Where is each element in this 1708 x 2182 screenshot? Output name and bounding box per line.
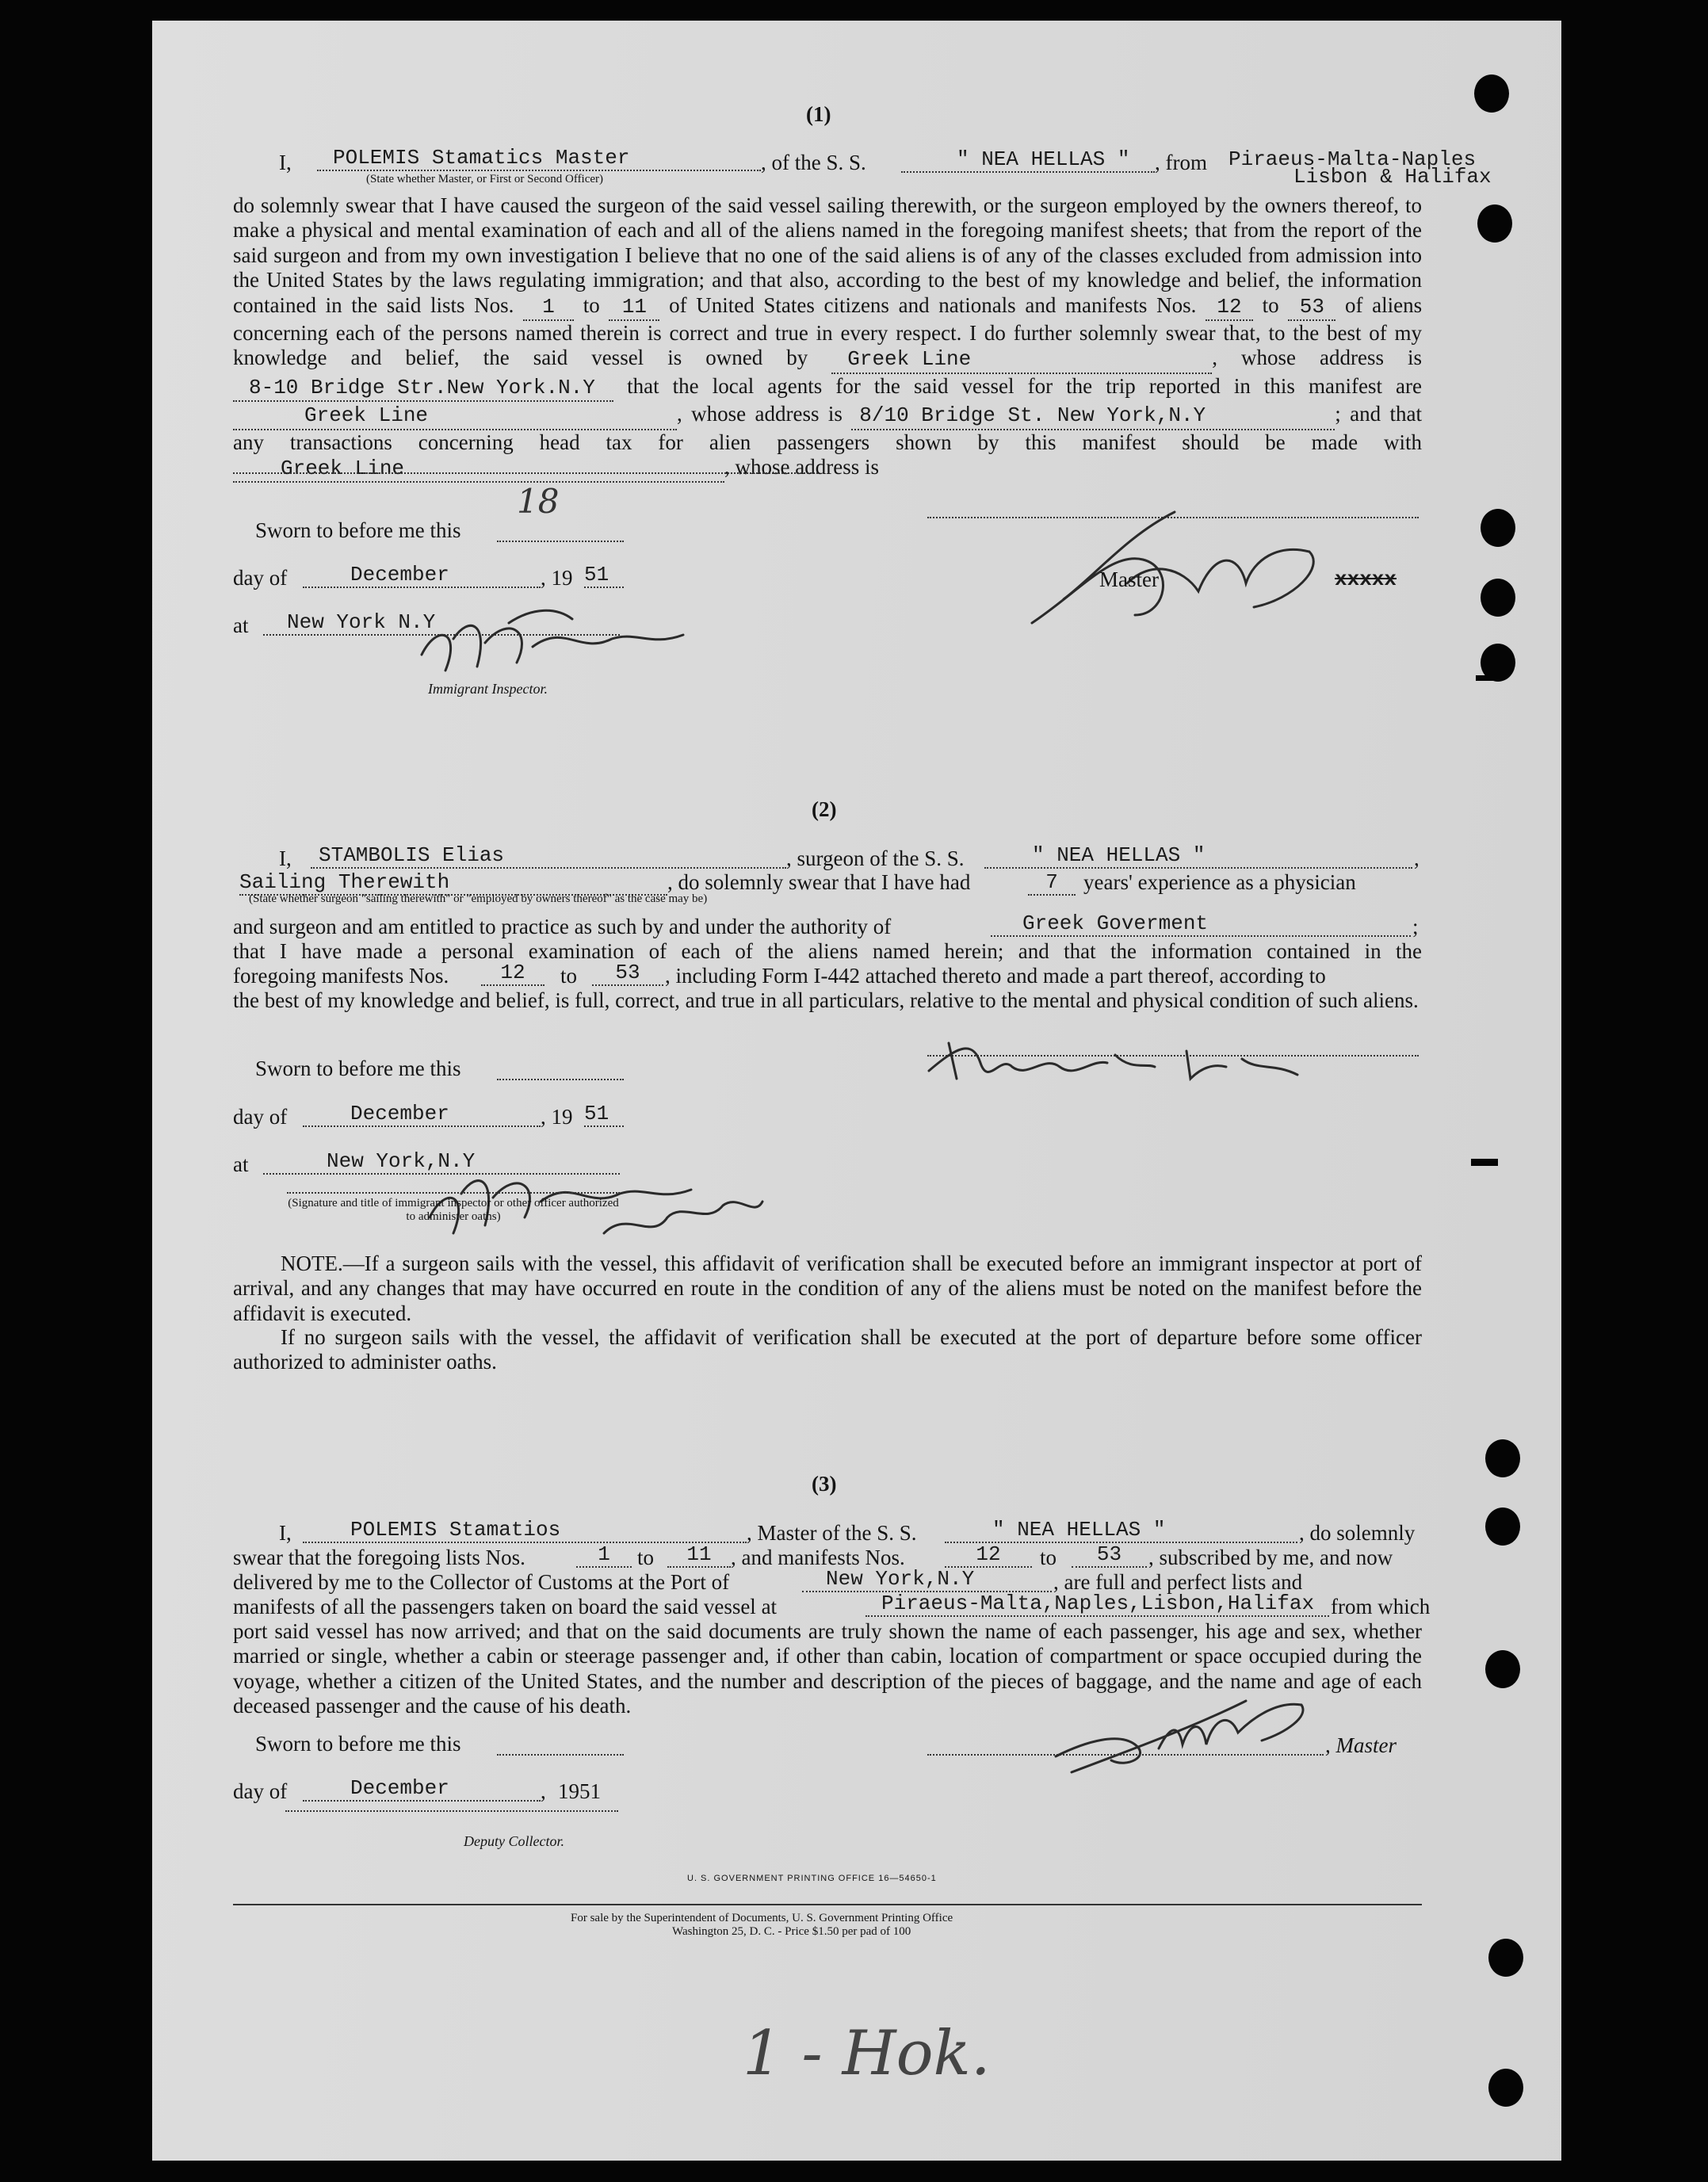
s1-year-prefix: , 19 xyxy=(541,566,573,590)
punch-hole-8 xyxy=(1485,1650,1520,1688)
s1-state-note: (State whether Master, or First or Second Officer) xyxy=(366,173,604,185)
s2-authority: Greek Goverment xyxy=(991,911,1411,937)
s2-sailing-status: Sailing Therewith xyxy=(239,870,667,896)
s1-paragraph: do solemnly swear that I have caused the surgeon of the said vessel sailing therewith, or the surgeon employed by the owners thereof, to make a physical and mental examination of each and all of the aliens named in the foregoing manifest sheets; that from the report of the said surgeon and from my own investigation I believe that no one of the said aliens is of any of the classes excluded from admission into the United States by the laws regulating immigration; and that also, according to the best of my knowledge and belief, the information contained in the said lists Nos. 1 to 11 of United States citizens and nationals and manifests Nos. 12 to 53 of aliens concerning each of the persons named therein is correct and true in every respect. I do further solemnly swear that, to the best of my knowledge and belief, the said vessel is owned by Greek Line , whose address is 8-10 Bridge Str.New York.N.Y that the local agents for the said vessel for the trip reported in this manifest are Greek Line , whose address is 8/10 Bridge St. New York,N.Y ; and that any transactions concerning head tax for alien passengers shown by this manifest should be made with Greek Line , whose address is xyxy=(233,193,1422,483)
s1-manifest-from: 12 xyxy=(1206,295,1253,321)
s3-manifest-to: 53 xyxy=(1072,1542,1147,1568)
s1-lists-to: 11 xyxy=(609,295,659,321)
punch-hole-1 xyxy=(1474,75,1509,113)
footer-rule xyxy=(233,1904,1422,1905)
s2-note-2: If no surgeon sails with the vessel, the affidavit of verification shall be executed at the port of departure before some officer authorized to administer oaths. xyxy=(233,1325,1422,1374)
s1-manifest-to: 53 xyxy=(1288,295,1335,321)
s3-lists-to: 11 xyxy=(667,1542,731,1568)
s2-swear-label: , do solemnly swear that I have had xyxy=(667,870,971,894)
s3-text-d: port said vessel has now arrived; and that on the said documents are truly shown the name of each passenger, his age and sex, whether married or single, whether a cabin or steerage passenger and, if other than cabin, location of compartment or space occupied during the voyage, whether a citizen of the United States, and the number and description of the pieces of baggage, and the name and age of each deceased passenger and the cause of his death. xyxy=(233,1619,1422,1718)
s2-text-c1: foregoing manifests Nos. xyxy=(233,964,449,988)
s2-text-a: and surgeon and am entitled to practice as such by and under the authority of xyxy=(233,915,892,938)
s3-i-label: I, xyxy=(279,1521,292,1545)
s3-text-a1: swear that the foregoing lists Nos. xyxy=(233,1546,525,1569)
s1-i-label: I, xyxy=(279,151,292,174)
s1-sworn-line xyxy=(497,518,624,542)
s1-day-of-label: day of xyxy=(233,566,288,590)
s3-vessel-name: " NEA HELLAS " xyxy=(945,1518,1297,1543)
s2-text-d: the best of my knowledge and belief, is full, correct, and true in all particulars, relative to the mental and physical condition of such aliens. xyxy=(233,988,1419,1012)
s2-note-1: NOTE.—If a surgeon sails with the vessel, this affidavit of verification shall be executed before an immigrant inspector at port of arrival, and any changes that may have occurred en route in the condition of any of the aliens must be noted on the manifest before the affidavit is executed. xyxy=(233,1251,1422,1325)
s3-master-of-label: , Master of the S. S. xyxy=(747,1521,917,1545)
s1-year: 51 xyxy=(584,563,624,588)
s3-port: New York,N.Y xyxy=(802,1567,1052,1592)
section-2-heading: (2) xyxy=(812,797,837,821)
punch-hole-9 xyxy=(1488,1939,1523,1977)
s1-ports-line2: Lisbon & Halifax xyxy=(1293,165,1492,189)
handwritten-note: 1 - Hok. xyxy=(743,2018,991,2089)
s1-text-d: that the local agents for the said vessel for the trip reported in this manifest are xyxy=(627,373,1423,398)
s1-owner-address: 8-10 Bridge Str.New York.N.Y xyxy=(233,376,613,402)
edge-mark-1 xyxy=(1476,675,1500,681)
s1-sworn-label: Sworn to before me this xyxy=(255,518,461,542)
s1-from-label: , from xyxy=(1155,151,1207,174)
s1-text-b: of United States citizens and nationals and manifests Nos. xyxy=(669,292,1197,317)
punch-hole-10 xyxy=(1488,2069,1523,2107)
s2-to-label: to xyxy=(560,964,578,988)
s1-struck-title: xxxxx xyxy=(1335,567,1397,591)
s3-to-2: to xyxy=(1040,1546,1057,1569)
s2-text-b: that I have made a personal examination of each of the aliens named herein; and that the information contained in the xyxy=(233,939,1422,963)
s1-text-a: do solemnly swear that I have caused the surgeon of the said vessel sailing therewith, or the surgeon employed by the owners thereof, to make a physical and mental examination of each and all of the aliens named in the foregoing manifest sheets; that from the report of the said surgeon and from my own investigation I believe that no one of the said aliens is of any of the classes excluded from admission into the United States by the laws regulating immigration; and that also, according to the best of my knowledge and belief, the information contained in the said lists Nos. xyxy=(233,193,1422,317)
s1-agents-address: 8/10 Bridge St. New York,N.Y xyxy=(851,403,1335,430)
s3-text-a3: , subscribed by me, and now xyxy=(1148,1546,1393,1569)
s3-text-a2: , and manifests Nos. xyxy=(731,1546,905,1569)
s2-sworn-label: Sworn to before me this xyxy=(255,1057,461,1080)
s2-experience-label: years' experience as a physician xyxy=(1083,870,1356,894)
s1-month: December xyxy=(303,563,541,588)
s1-master-name: POLEMIS Stamatics Master xyxy=(317,146,761,171)
s2-text-c2: , including Form I-442 attached thereto and made a part thereof, according to xyxy=(665,964,1326,988)
punch-hole-6 xyxy=(1485,1439,1520,1477)
s3-master-signature xyxy=(1040,1669,1325,1780)
s3-lists-from: 1 xyxy=(576,1542,632,1568)
s3-sworn-line xyxy=(497,1732,624,1756)
s2-surgeon-name: STAMBOLIS Elias xyxy=(311,843,786,869)
s2-sworn-line xyxy=(497,1057,624,1080)
s3-collector-line xyxy=(285,1810,618,1812)
s1-master-signature xyxy=(1016,504,1333,647)
s3-solemnly-label: , do solemnly xyxy=(1299,1521,1416,1545)
s1-whose-address-1: , whose address is xyxy=(1212,346,1422,370)
punch-hole-2 xyxy=(1477,204,1512,243)
s2-officer-line xyxy=(287,1192,620,1194)
s1-lists-from: 1 xyxy=(523,295,574,321)
manifest-page xyxy=(152,21,1561,2161)
s1-headtax-party: Greek Line xyxy=(233,457,724,483)
s2-place: New York,N.Y xyxy=(263,1149,620,1175)
s2-vessel-name: " NEA HELLAS " xyxy=(984,843,1412,869)
s1-inspector-label: Immigrant Inspector. xyxy=(428,681,548,697)
s3-sworn-label: Sworn to before me this xyxy=(255,1732,461,1756)
punch-hole-7 xyxy=(1485,1508,1520,1546)
s2-sailing-note: (State whether surgeon "sailing therewith" or "employed by owners thereof" as the case may be) xyxy=(249,892,708,905)
s1-address-line xyxy=(233,472,818,474)
s3-master-name: POLEMIS Stamatios xyxy=(303,1518,747,1543)
s3-year: 1951 xyxy=(558,1779,601,1803)
s1-to-2: to xyxy=(1262,292,1279,317)
s3-collector-label: Deputy Collector. xyxy=(464,1833,564,1849)
s1-to-1: to xyxy=(583,292,600,317)
punch-hole-3 xyxy=(1481,509,1515,547)
s1-of-ss-label: , of the S. S. xyxy=(761,151,866,174)
s1-inspector-signature xyxy=(414,599,699,686)
s1-whose-address-2: whose address is xyxy=(691,402,843,426)
s3-text-c2: from which xyxy=(1331,1595,1431,1618)
s2-year: 51 xyxy=(584,1102,624,1127)
s3-day-of-label: day of xyxy=(233,1779,288,1803)
s3-comma: , xyxy=(541,1779,546,1803)
s2-manifest-from: 12 xyxy=(481,961,544,986)
s1-master-label: Master xyxy=(1099,567,1159,591)
s2-manifest-to: 53 xyxy=(592,961,663,986)
sale-notice-line-2: Washington 25, D. C. - Price $1.50 per pad of 100 xyxy=(672,1925,911,1938)
s3-text-b1: delivered by me to the Collector of Customs at the Port of xyxy=(233,1570,730,1594)
s3-master-label: , Master xyxy=(1325,1733,1397,1757)
s2-at-label: at xyxy=(233,1152,249,1176)
printing-office-line: U. S. GOVERNMENT PRINTING OFFICE 16—54650-1 xyxy=(687,1874,937,1883)
s3-text-b2: , are full and perfect lists and xyxy=(1053,1570,1303,1594)
s3-to-1: to xyxy=(637,1546,655,1569)
s2-year-prefix: , 19 xyxy=(541,1105,573,1129)
s2-comma: , xyxy=(1414,846,1420,870)
s1-owner: Greek Line xyxy=(831,347,1212,373)
s2-day-of-label: day of xyxy=(233,1105,288,1129)
punch-hole-4 xyxy=(1481,579,1515,617)
section-3-heading: (3) xyxy=(812,1472,837,1496)
s2-semicolon: ; xyxy=(1412,915,1419,938)
section-1-heading: (1) xyxy=(806,102,831,126)
s1-text-e: ; and that any transactions concerning head tax for alien passengers shown by this manifest should be made with xyxy=(233,402,1422,454)
sale-notice-line-1: For sale by the Superintendent of Documents, U. S. Government Printing Office xyxy=(571,1912,953,1924)
s2-surgeon-signature xyxy=(925,1031,1321,1095)
s3-text-c1: manifests of all the passengers taken on board the said vessel at xyxy=(233,1595,778,1618)
s1-vessel-name: " NEA HELLAS " xyxy=(901,147,1155,173)
s3-manifest-from: 12 xyxy=(945,1542,1032,1568)
s2-month: December xyxy=(303,1102,541,1127)
s2-i-label: I, xyxy=(279,846,292,870)
s1-text-c: of aliens concerning each of the persons named therein is correct and true in every respect. I do further solemnly swear that, to the best of my knowledge and belief, the said vessel is owned by xyxy=(233,292,1423,370)
s2-surgeon-of-label: , surgeon of the S. S. xyxy=(786,846,965,870)
edge-mark-2 xyxy=(1471,1159,1498,1166)
s3-ports: Piraeus-Malta,Naples,Lisbon,Halifax xyxy=(865,1592,1329,1617)
s1-at-label: at xyxy=(233,613,249,637)
s1-sworn-day: 18 xyxy=(517,482,560,521)
s1-agents: Greek Line xyxy=(233,403,677,430)
s2-officer-note: (Signature and title of immigrant inspector or other officer authorized to administer oaths) xyxy=(288,1197,619,1223)
s3-month: December xyxy=(303,1776,541,1802)
s1-ports-line1: Piraeus-Malta-Naples xyxy=(1228,147,1477,171)
s1-whose-address-3: , whose address is xyxy=(724,455,879,480)
s1-place: New York N.Y xyxy=(263,610,620,636)
s2-years-experience: 7 xyxy=(1028,870,1076,896)
